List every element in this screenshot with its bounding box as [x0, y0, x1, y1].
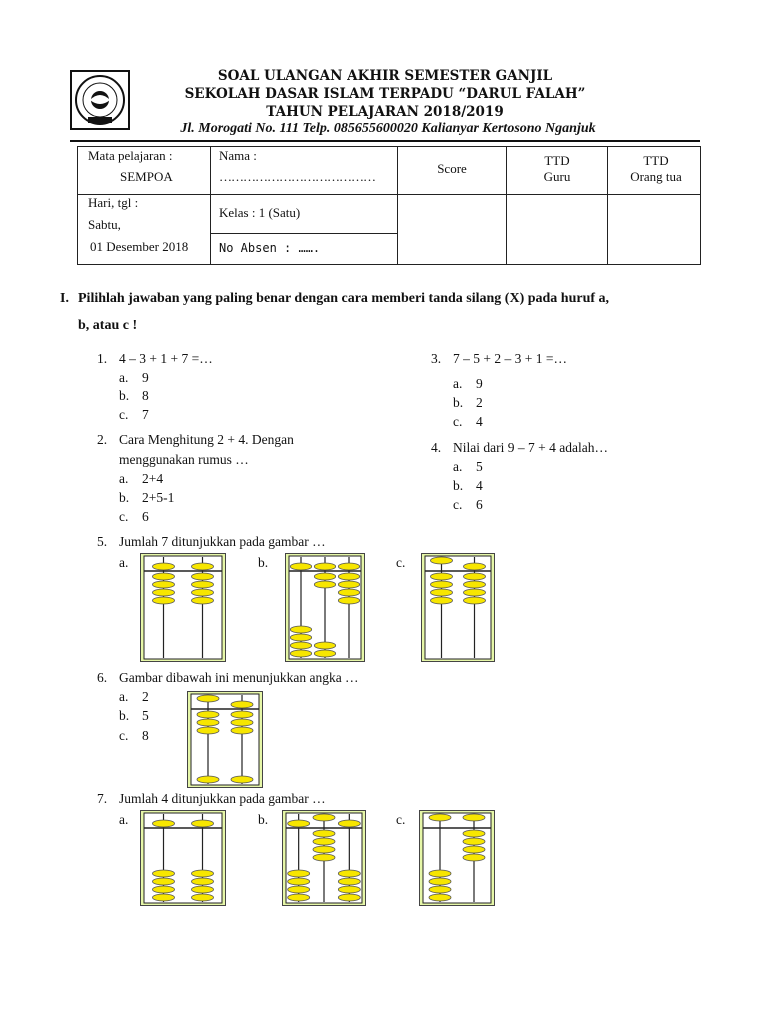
abacus-bead-lower	[338, 870, 360, 877]
abacus-bead-lower	[197, 719, 219, 726]
abacus-bead-lower	[290, 634, 311, 641]
abacus-bead-lower	[431, 573, 453, 580]
abacus-bead-lower	[192, 597, 214, 604]
abacus-bead-lower	[431, 597, 453, 604]
option-text: 2	[476, 395, 483, 410]
abacus-bead-upper	[314, 563, 335, 570]
question-text: 4 – 3 + 1 + 7 =…	[119, 351, 213, 366]
abacus-bead-lower	[314, 581, 335, 588]
option-letter[interactable]: c.	[119, 728, 129, 743]
abacus-bead-upper	[313, 814, 335, 821]
abacus-bead-lower	[153, 878, 175, 885]
day-label: Hari, tgl :	[88, 195, 139, 210]
option-letter[interactable]: a.	[119, 471, 129, 486]
option-letter[interactable]: c.	[119, 407, 129, 422]
school-address: Jl. Morogati No. 111 Telp. 085655600020 Kalianyar Kertosono Nganjuk	[180, 121, 596, 136]
abacus-bead-lower	[464, 597, 486, 604]
abacus-bead-lower	[231, 776, 253, 783]
section-instruction-line2: b, atau c !	[78, 318, 138, 333]
abacus-bead-lower	[313, 830, 335, 837]
exam-title: SOAL ULANGAN AKHIR SEMESTER GANJIL	[217, 68, 553, 84]
name-label: Nama :	[219, 148, 257, 163]
abacus-bead-lower	[313, 838, 335, 845]
option-letter[interactable]: a.	[119, 370, 129, 385]
option-letter[interactable]: b.	[453, 395, 464, 410]
abacus-bead-lower	[197, 776, 219, 783]
school-logo-icon	[70, 70, 130, 130]
option-text: 6	[142, 509, 149, 524]
section-instruction-line1: Pilihlah jawaban yang paling benar dengan cara memberi tanda silang (X) pada huruf a,	[78, 291, 610, 306]
ttd-ortu-label-2: Orang tua	[630, 169, 682, 184]
abacus-bead-lower	[290, 650, 311, 657]
abacus-bead-lower	[153, 597, 175, 604]
abacus-bead-upper	[290, 563, 311, 570]
student-info-table	[77, 146, 701, 265]
abacus-bead-lower	[313, 846, 335, 853]
option-letter[interactable]: b.	[119, 490, 130, 505]
score-label: Score	[437, 161, 467, 176]
option-text: 4	[476, 478, 483, 493]
ttd-ortu-cell	[608, 195, 701, 265]
question-text: Nilai dari 9 – 7 + 4 adalah…	[453, 440, 608, 455]
option-letter[interactable]: a.	[453, 376, 463, 391]
option-text: 6	[476, 497, 483, 512]
option-text: 2	[142, 689, 149, 704]
option-letter[interactable]: c.	[453, 497, 463, 512]
abacus-bead-lower	[192, 894, 214, 901]
abacus-bead-upper	[231, 701, 253, 708]
abacus-bead-upper	[153, 820, 175, 827]
score-cell	[398, 195, 507, 265]
abacus-image	[187, 691, 263, 788]
abacus-bead-upper	[463, 814, 485, 821]
option-text: 8	[142, 388, 149, 403]
question-number: 3.	[431, 351, 442, 366]
option-letter[interactable]: c.	[396, 812, 406, 827]
option-letter[interactable]: a.	[119, 812, 129, 827]
ttd-guru-label-1: TTD	[544, 153, 570, 168]
abacus-bead-lower	[429, 886, 451, 893]
abacus-bead-lower	[464, 573, 486, 580]
abacus-bead-lower	[431, 581, 453, 588]
option-text: 9	[142, 370, 149, 385]
option-letter[interactable]: c.	[119, 509, 129, 524]
option-text: 2+5-1	[142, 490, 175, 505]
abacus-bead-lower	[431, 589, 453, 596]
option-letter[interactable]: a.	[119, 689, 129, 704]
abacus-bead-lower	[338, 878, 360, 885]
class-label: Kelas : 1 (Satu)	[219, 205, 301, 220]
question-number: 6.	[97, 670, 108, 685]
ttd-ortu-label-1: TTD	[643, 153, 669, 168]
abacus-bead-lower	[314, 642, 335, 649]
abacus-bead-lower	[197, 711, 219, 718]
abacus-bead-upper	[338, 820, 360, 827]
abacus-bead-lower	[231, 711, 253, 718]
option-text: 7	[142, 407, 149, 422]
abacus-bead-lower	[192, 870, 214, 877]
abacus-bead-lower	[314, 573, 335, 580]
abacus-bead-lower	[153, 581, 175, 588]
option-letter[interactable]: b.	[453, 478, 464, 493]
ttd-guru-cell	[507, 195, 608, 265]
abacus-bead-lower	[192, 886, 214, 893]
abacus-image	[140, 810, 226, 906]
abacus-bead-upper	[464, 563, 486, 570]
option-letter[interactable]: b.	[258, 812, 269, 827]
abacus-bead-lower	[288, 878, 310, 885]
option-text: 8	[142, 728, 149, 743]
question-number: 7.	[97, 791, 108, 806]
question-text: Jumlah 4 ditunjukkan pada gambar …	[119, 791, 326, 806]
question-text-cont: menggunakan rumus …	[119, 452, 249, 467]
abacus-bead-upper	[431, 557, 453, 564]
abacus-bead-lower	[197, 727, 219, 734]
question-text: Cara Menghitung 2 + 4. Dengan	[119, 432, 294, 447]
abacus-bead-lower	[338, 886, 360, 893]
question-number: 5.	[97, 534, 108, 549]
section-number: I.	[60, 291, 69, 306]
day-value: Sabtu,	[88, 217, 121, 232]
subject-label: Mata pelajaran :	[88, 148, 173, 163]
abacus-bead-lower	[314, 650, 335, 657]
abacus-bead-lower	[192, 573, 214, 580]
date-value: 01 Desember 2018	[90, 239, 189, 254]
header-divider	[70, 140, 700, 142]
abacus-bead-lower	[464, 581, 486, 588]
abacus-bead-lower	[463, 838, 485, 845]
question-text: Jumlah 7 ditunjukkan pada gambar …	[119, 534, 326, 549]
option-letter[interactable]: b.	[119, 708, 130, 723]
abacus-bead-upper	[338, 563, 359, 570]
abacus-bead-lower	[192, 878, 214, 885]
abacus-image	[285, 553, 365, 662]
abacus-bead-lower	[288, 886, 310, 893]
abacus-bead-lower	[288, 870, 310, 877]
abacus-bead-upper	[429, 814, 451, 821]
option-text: 5	[476, 459, 483, 474]
abacus-bead-lower	[288, 894, 310, 901]
abacus-bead-lower	[463, 854, 485, 861]
academic-year: TAHUN PELAJARAN 2018/2019	[266, 104, 504, 120]
abacus-image	[282, 810, 366, 906]
absen-label: No Absen : …….	[219, 240, 321, 255]
abacus-bead-lower	[231, 719, 253, 726]
abacus-bead-lower	[192, 581, 214, 588]
abacus-image	[140, 553, 226, 662]
question-number: 4.	[431, 440, 442, 455]
abacus-bead-lower	[153, 589, 175, 596]
abacus-bead-upper	[153, 563, 175, 570]
abacus-bead-upper	[192, 563, 214, 570]
question-text: Gambar dibawah ini menunjukkan angka …	[119, 670, 359, 685]
abacus-bead-lower	[290, 642, 311, 649]
abacus-bead-upper	[197, 695, 219, 702]
abacus-bead-lower	[429, 894, 451, 901]
option-letter[interactable]: a.	[453, 459, 463, 474]
option-text: 4	[476, 414, 483, 429]
school-name: SEKOLAH DASAR ISLAM TERPADU “DARUL FALAH”	[184, 86, 586, 102]
abacus-image	[419, 810, 495, 906]
abacus-bead-lower	[338, 589, 359, 596]
abacus-bead-lower	[313, 854, 335, 861]
question-number: 2.	[97, 432, 108, 447]
abacus-bead-lower	[290, 626, 311, 633]
abacus-bead-lower	[153, 573, 175, 580]
option-letter[interactable]: b.	[258, 555, 269, 570]
abacus-bead-upper	[192, 820, 214, 827]
abacus-image	[421, 553, 495, 662]
abacus-bead-upper	[288, 820, 310, 827]
question-number: 1.	[97, 351, 108, 366]
abacus-bead-lower	[338, 597, 359, 604]
option-letter[interactable]: b.	[119, 388, 130, 403]
option-letter[interactable]: c.	[396, 555, 406, 570]
option-text: 5	[142, 708, 149, 723]
abacus-bead-lower	[463, 846, 485, 853]
name-field[interactable]: …………………………………	[219, 169, 375, 184]
abacus-bead-lower	[429, 870, 451, 877]
option-text: 2+4	[142, 471, 164, 486]
abacus-bead-lower	[429, 878, 451, 885]
option-text: 9	[476, 376, 483, 391]
abacus-bead-lower	[338, 573, 359, 580]
abacus-bead-lower	[153, 870, 175, 877]
abacus-bead-lower	[153, 894, 175, 901]
option-letter[interactable]: a.	[119, 555, 129, 570]
abacus-bead-lower	[464, 589, 486, 596]
ttd-guru-label-2: Guru	[543, 169, 571, 184]
abacus-bead-lower	[338, 894, 360, 901]
abacus-bead-lower	[463, 830, 485, 837]
abacus-bead-lower	[192, 589, 214, 596]
abacus-bead-lower	[153, 886, 175, 893]
subject-value: SEMPOA	[120, 169, 173, 184]
abacus-bead-lower	[231, 727, 253, 734]
abacus-bead-lower	[338, 581, 359, 588]
question-text: 7 – 5 + 2 – 3 + 1 =…	[453, 351, 567, 366]
option-letter[interactable]: c.	[453, 414, 463, 429]
